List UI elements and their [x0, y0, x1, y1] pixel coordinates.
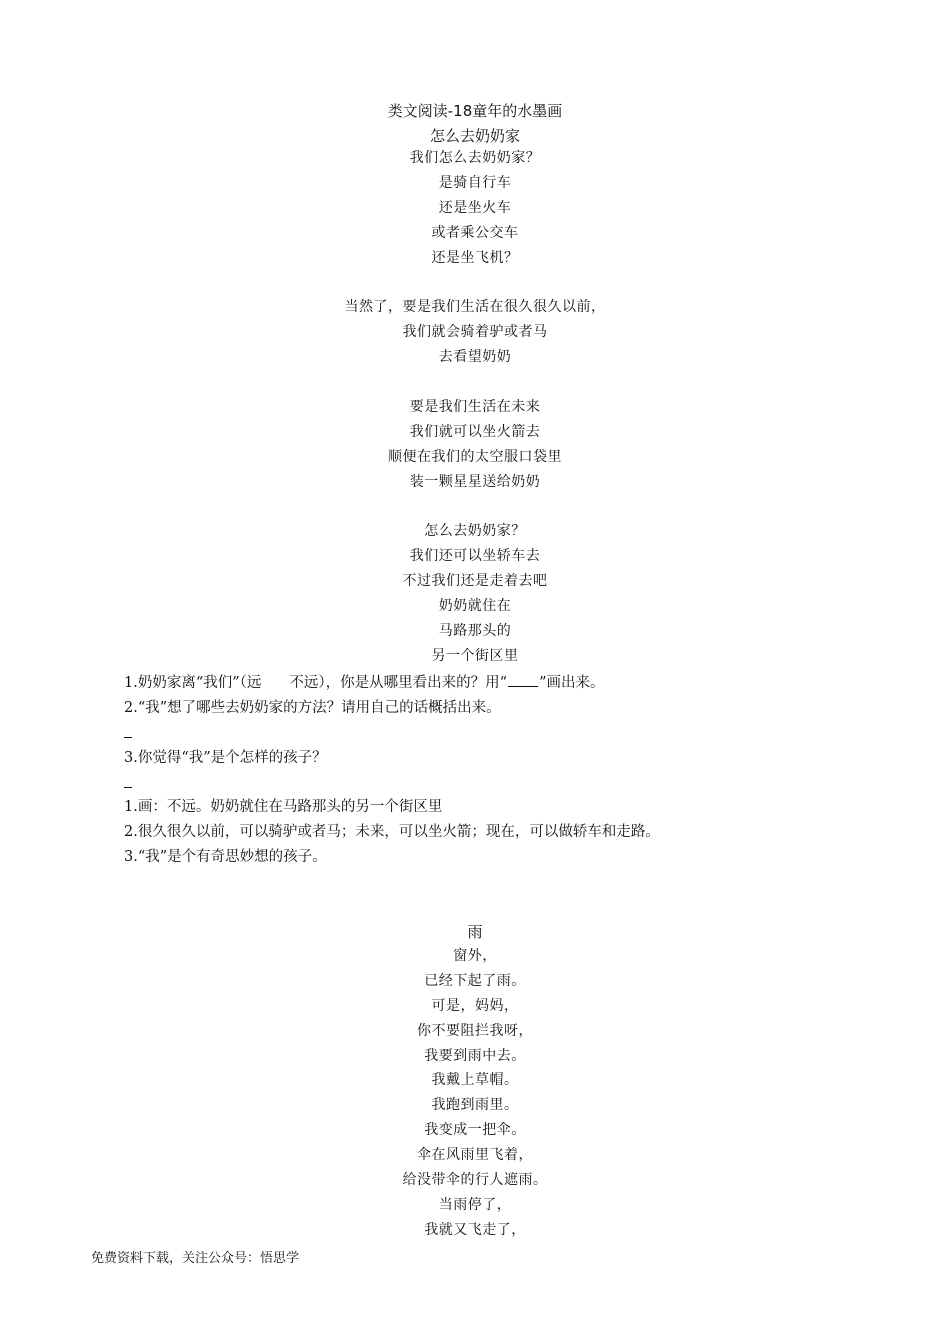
poem2-body	[0, 944, 950, 1243]
poem-line: 怎么去奶奶家？	[424, 523, 526, 540]
poem2-title: 雨	[467, 923, 483, 941]
poem-line: 马路那头的	[438, 622, 512, 639]
poem-line: 我们就会骑着驴或者马	[402, 324, 548, 341]
poem-line: 是骑自行车	[438, 174, 512, 191]
answer-line[interactable]	[124, 721, 844, 746]
question-3: 3.你觉得“我”是个怎样的孩子？	[124, 749, 327, 766]
answer-line[interactable]	[124, 771, 844, 796]
question-2: 2.“我”想了哪些去奶奶家的方法？请用自己的话概括出来。	[124, 699, 501, 716]
poem-line: 去看望奶奶	[438, 349, 512, 366]
poem-line: 当然了，要是我们生活在很久很久以前，	[344, 299, 606, 316]
answer-1: 1.画：不远。奶奶就住在马路那头的另一个街区里	[124, 799, 443, 816]
poem-line: 可是，妈妈，	[431, 997, 519, 1014]
poem-line: 或者乘公交车	[431, 224, 519, 241]
question-1-part-a: 1.奶奶家离“我们”（远	[124, 675, 262, 691]
poem-line: 还是坐飞机？	[431, 249, 519, 266]
poem-line: 我们怎么去奶奶家？	[409, 150, 541, 166]
poem-line: 我变成一把伞。	[424, 1122, 526, 1139]
poem-line: 还是坐火车	[438, 199, 512, 216]
document-title: 类文阅读-18童年的水墨画	[387, 102, 563, 120]
answer-blank[interactable]	[124, 771, 132, 788]
poem-line: 伞在风雨里飞着，	[417, 1147, 533, 1164]
poem-line: 当雨停了，	[438, 1196, 512, 1213]
poem-line: 我们还可以坐轿车去	[409, 548, 541, 565]
poem-line: 我们就可以坐火箭去	[409, 423, 541, 440]
poem-line: 你不要阻拦我呀，	[417, 1022, 533, 1039]
poem-line: 我要到雨中去。	[424, 1047, 526, 1064]
footer-note: 免费资料下载，关注公众号：悟思学	[91, 1251, 300, 1266]
question-section	[124, 671, 844, 870]
stanza-break	[0, 494, 950, 519]
poem-line: 给没带伞的行人遮雨。	[402, 1172, 548, 1189]
poem-line: 装一颗星星送给奶奶	[409, 473, 541, 490]
poem-line: 窗外，	[453, 948, 497, 964]
answer-2: 2.很久很久以前，可以骑驴或者马；未来，可以坐火箭；现在，可以做轿车和走路。	[124, 824, 660, 841]
question-1	[124, 671, 844, 696]
poem-line: 要是我们生活在未来	[409, 398, 541, 415]
underline-blank	[508, 674, 538, 687]
answer-3: 3.“我”是个有奇思妙想的孩子。	[124, 849, 327, 866]
stanza-break	[0, 270, 950, 295]
poem-line: 已经下起了雨。	[424, 972, 526, 989]
question-1-part-c: ”画出来。	[539, 675, 605, 691]
poem1-title: 怎么去奶奶家	[429, 127, 520, 145]
poem-line: 另一个街区里	[431, 647, 519, 664]
poem-line: 不过我们还是走着去吧	[402, 573, 548, 590]
poem-line: 奶奶就住在	[438, 598, 512, 615]
poem1-body	[0, 146, 950, 669]
poem-line: 我就又飞走了，	[424, 1221, 526, 1238]
question-1-part-b: 不远），你是从哪里看出来的？用“	[289, 675, 508, 691]
stanza-break	[0, 370, 950, 395]
poem-line: 我戴上草帽。	[431, 1072, 519, 1089]
answer-blank[interactable]	[124, 721, 132, 738]
poem-line: 顺便在我们的太空服口袋里	[388, 448, 562, 465]
poem-line: 我跑到雨里。	[431, 1097, 519, 1114]
